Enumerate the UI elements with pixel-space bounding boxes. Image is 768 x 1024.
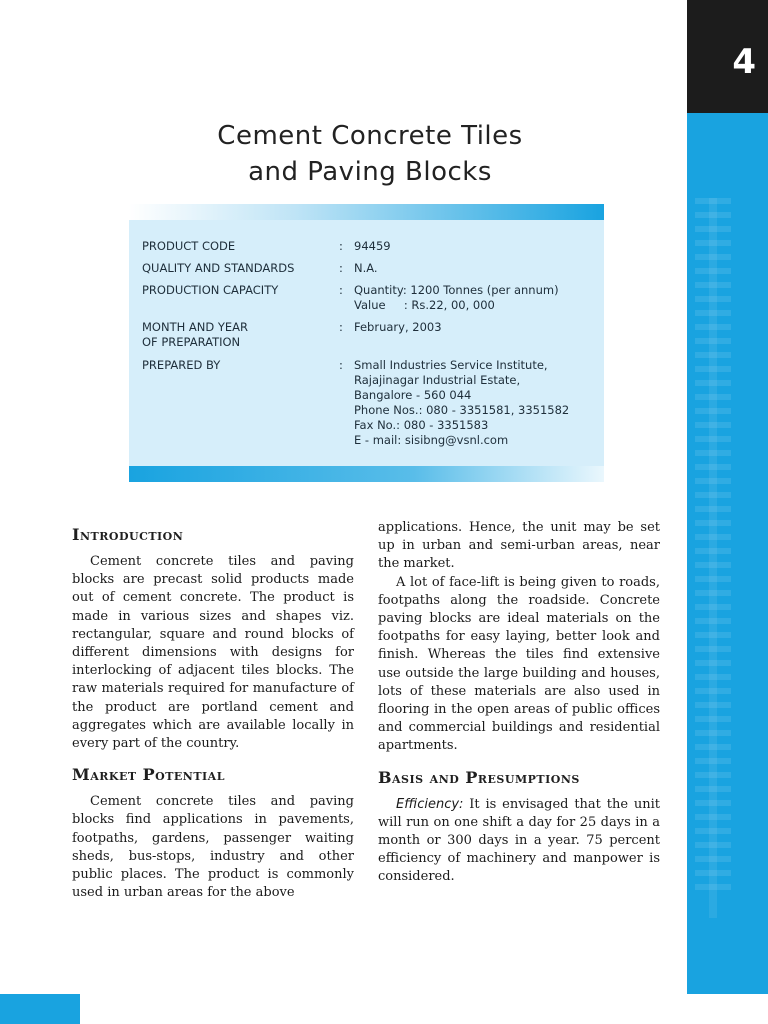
info-separator: : — [339, 283, 343, 297]
info-value-line: Small Industries Service Institute, — [354, 358, 548, 372]
info-value-line: Fax No.: 080 - 3351583 — [354, 418, 489, 432]
info-value — [354, 239, 604, 254]
page-number-tab — [0, 994, 80, 1024]
info-label-line: OF PREPARATION — [142, 335, 241, 349]
info-value-line: N.A. — [354, 261, 378, 275]
info-value-line: Bangalore - 560 044 — [354, 388, 472, 402]
side-strip-pattern-2 — [709, 198, 717, 918]
market-potential-paragraph-1: Cement concrete tiles and paving blocks find applications in pavements, footpaths, gardens, passenger waiting sheds, bus-stops, industry and other public places. The product is commonly used in urban areas for the above — [72, 794, 354, 901]
info-value-line: Rajajinagar Industrial Estate, — [354, 373, 521, 387]
info-label — [142, 320, 322, 350]
info-value — [354, 320, 604, 335]
market-potential-paragraph-1-continued: applications. Hence, the unit may be set up in urban and semi-urban areas, near the market. — [378, 520, 660, 572]
introduction-paragraph: Cement concrete tiles and paving blocks are precast solid products made out of cement concrete. The product is made in various sizes and shapes viz. rectangular, square and round blocks of different dimensions with designs for interlocking of adjacent tiles blocks. The raw materials required for manufacture of the product are portland cement and aggregates which are available locally in every part of the country. — [72, 554, 354, 752]
product-info-box — [129, 204, 604, 482]
info-label: PREPARED BY — [142, 358, 221, 372]
title-line-2: and Paving Blocks — [248, 157, 492, 187]
info-value-line: E - mail: sisibng@vsnl.com — [354, 433, 509, 447]
info-label: QUALITY AND STANDARDS — [142, 261, 295, 275]
info-label: PRODUCTION CAPACITY — [142, 283, 279, 297]
info-box-bottom-bar — [129, 466, 604, 482]
info-value-line: Quantity: 1200 Tonnes (per annum) — [354, 283, 559, 297]
efficiency-text: It is envisaged that the unit will run on one shift a day for 25 days in a month or 300 days in a year. 75 percent efficiency of machinery and manpower is considered. — [378, 796, 660, 885]
info-label-line: MONTH AND YEAR — [142, 320, 249, 334]
column-left — [72, 523, 354, 902]
info-value — [354, 261, 604, 276]
section-heading-introduction: Introduction — [72, 525, 184, 544]
info-separator: : — [339, 358, 343, 372]
title-line-1: Cement Concrete Tiles — [217, 121, 523, 151]
document-title — [140, 118, 600, 190]
info-separator: : — [339, 320, 343, 334]
efficiency-paragraph — [378, 796, 660, 887]
efficiency-label: Efficiency: — [396, 796, 464, 812]
chapter-number: 4 — [732, 42, 756, 82]
section-heading-market-potential: Market Potential — [72, 765, 225, 785]
info-value-line: 94459 — [354, 239, 391, 253]
info-value-line: Phone Nos.: 080 - 3351581, 3351582 — [354, 403, 570, 417]
section-heading-basis-presumptions: Basis and Presumptions — [378, 767, 580, 787]
chapter-tab — [687, 0, 768, 113]
info-value — [354, 283, 604, 313]
info-value-line: February, 2003 — [354, 320, 442, 334]
info-separator: : — [339, 261, 343, 275]
info-box-top-bar — [129, 204, 604, 220]
info-separator: : — [339, 239, 343, 253]
market-potential-paragraph-2: A lot of face-lift is being given to roads, footpaths along the roadside. Concrete paving blocks are ideal materials on the footpaths for easy laying, better look and finish. Whereas the tiles find extensive use outside the large building and houses, lots of these materials are also used in flooring in the open areas of public offices and commercial buildings and residential apartments. — [378, 574, 660, 754]
column-right — [378, 519, 660, 887]
info-value-line: Value : Rs.22, 00, 000 — [354, 298, 495, 312]
info-value — [354, 358, 604, 448]
side-strip — [687, 113, 768, 994]
info-label: PRODUCT CODE — [142, 239, 236, 253]
